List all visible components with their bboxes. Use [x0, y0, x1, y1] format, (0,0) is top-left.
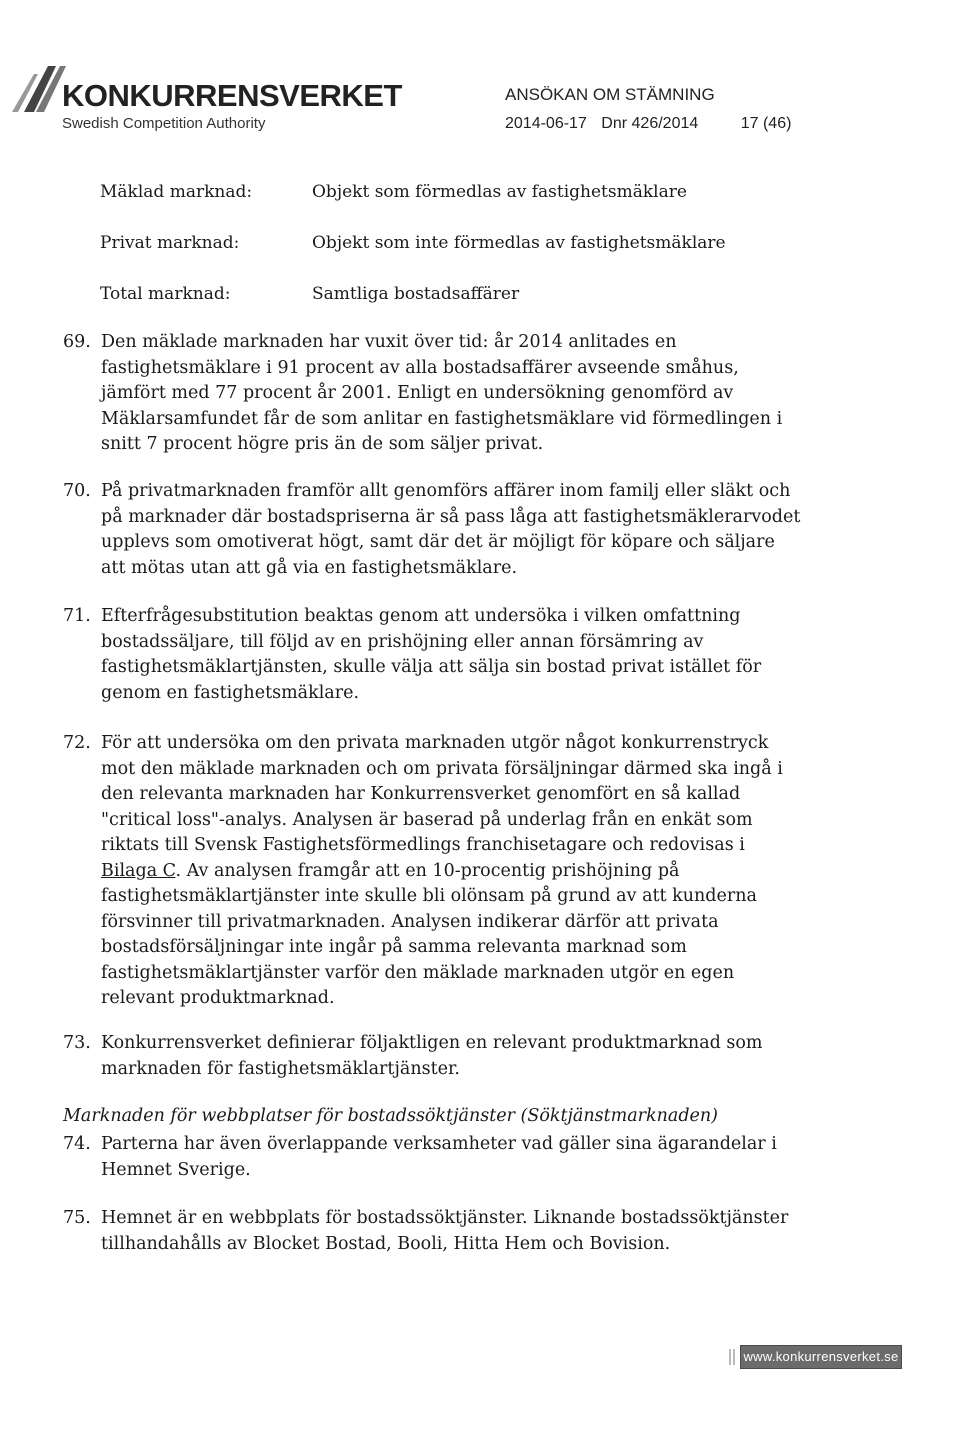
paragraph-line: För att undersöka om den privata marknaden utgör något konkurrenstryck: [101, 733, 769, 753]
paragraph-73: [63, 1031, 763, 1082]
paragraph-line: fastighetsmäklartjänsten, skulle välja att sälja sin bostad privat istället för: [101, 657, 762, 677]
paragraph-line: Konkurrensverket definierar följaktligen en relevant produktmarknad som: [101, 1033, 763, 1053]
paragraph-line: relevant produktmarknad.: [101, 988, 335, 1008]
paragraph-line: snitt 7 procent högre pris än de som säljer privat.: [101, 434, 544, 454]
paragraph-line: Hemnet Sverige.: [101, 1159, 251, 1180]
paragraph-line: den relevanta marknaden har Konkurrensverket genomfört en så kallad: [101, 784, 741, 804]
paragraph-line: fastighetsmäklare i 91 procent av alla bostadsaffärer avseende småhus,: [101, 357, 739, 378]
paragraph-line: att mötas utan att gå via en fastighetsmäklare.: [101, 557, 518, 578]
paragraph-line: fastighetsmäklartjänster inte skulle bli olönsam på grund av att kunderna: [101, 886, 757, 906]
paragraph-line: Den mäklade marknaden har vuxit över tid: år 2014 anlitades en: [101, 332, 677, 352]
paragraph-number: 73.: [63, 1033, 91, 1053]
document-title: ANSÖKAN OM STÄMNING: [505, 85, 715, 104]
paragraph-line: Mäklarsamfundet får de som anlitar en fastighetsmäklare vid förmedlingen i: [101, 408, 783, 429]
definition-desc: Samtliga bostadsaffärer: [312, 284, 520, 304]
paragraph-69: [63, 330, 783, 458]
paragraph-line: fastighetsmäklartjänster varför den mäklade marknaden utgör en egen: [101, 962, 735, 983]
paragraph-line: Hemnet är en webbplats för bostadssöktjänster. Liknande bostadssöktjänster: [101, 1208, 789, 1228]
paragraph-number: 69.: [63, 332, 91, 352]
paragraph-line-with-link: [101, 859, 753, 885]
paragraph-number: 71.: [63, 606, 91, 626]
definition-desc: Objekt som förmedlas av fastighetsmäklare: [312, 182, 687, 202]
paragraph-74: [63, 1132, 777, 1183]
paragraph-number: 74.: [63, 1134, 91, 1154]
bilaga-c-link[interactable]: Bilaga C: [101, 860, 176, 881]
paragraph-line: tillhandahålls av Blocket Bostad, Booli, Hitta Hem och Bovision.: [101, 1233, 671, 1254]
definition-term: Total marknad:: [100, 284, 231, 304]
org-subtitle: Swedish Competition Authority: [62, 115, 266, 132]
paragraph-line: riktats till Svensk Fastighetsförmedlings franchisetagare och redovisas i: [101, 835, 745, 855]
definition-term: Mäklad marknad:: [100, 182, 253, 202]
document-meta: [505, 116, 791, 132]
paragraph-number: 70.: [63, 481, 91, 501]
paragraph-75: [63, 1206, 789, 1257]
paragraph-line: jämfört med 77 procent år 2001. Enligt en undersökning genomförd av: [101, 383, 734, 403]
paragraph-line: marknaden för fastighetsmäklartjänster.: [101, 1058, 460, 1079]
paragraph-line: bostadsförsäljningar inte ingår på samma relevanta marknad som: [101, 937, 687, 957]
document-dnr: Dnr 426/2014: [601, 115, 699, 132]
paragraph-line: bostadssäljare, till följd av en prishöjning eller annan försämring av: [101, 631, 704, 652]
paragraph-line: Parterna har även överlappande verksamheter vad gäller sina ägarandelar i: [101, 1134, 777, 1154]
konkurrensverket-logo-icon: [4, 62, 70, 114]
paragraph-number: 75.: [63, 1208, 91, 1228]
paragraph-line: På privatmarknaden framför allt genomförs affärer inom familj eller släkt och: [101, 481, 791, 501]
page-number: 17 (46): [740, 115, 792, 132]
paragraph-line: genom en fastighetsmäklare.: [101, 682, 360, 703]
paragraph-line-rest: . Av analysen framgår att en 10-procentig prishöjning på: [175, 860, 680, 881]
document-date: 2014-06-17: [505, 115, 587, 132]
paragraph-line: på marknader där bostadspriserna är så pass låga att fastighetsmäklerarvodet: [101, 506, 801, 527]
paragraph-line: försvinner till privatmarknaden. Analysen indikerar därför att privata: [101, 911, 719, 932]
paragraph-line: mot den mäklade marknaden och om privata försäljningar därmed ska ingå i: [101, 758, 783, 779]
website-badge[interactable]: [740, 1345, 902, 1369]
paragraph-line: "critical loss"-analys. Analysen är baserad på underlag från en enkät som: [101, 809, 753, 830]
org-name: KONKURRENSVERKET: [62, 78, 402, 113]
paragraph-number: 72.: [63, 733, 91, 753]
definition-desc: Objekt som inte förmedlas av fastighetsmäklare: [312, 233, 726, 253]
definition-term: Privat marknad:: [100, 233, 240, 253]
website-url[interactable]: www.konkurrensverket.se: [743, 1349, 899, 1364]
paragraph-72: [63, 731, 783, 1012]
paragraph-line: Efterfrågesubstitution beaktas genom att undersöka i vilken omfattning: [101, 606, 741, 626]
section-heading: Marknaden för webbplatser för bostadssöktjänster (Söktjänstmarknaden): [63, 1106, 719, 1126]
paragraph-line: upplevs som omotiverat högt, samt där det är möjligt för köpare och säljare: [101, 532, 775, 552]
paragraph-71: [63, 604, 762, 706]
paragraph-70: [63, 479, 801, 581]
